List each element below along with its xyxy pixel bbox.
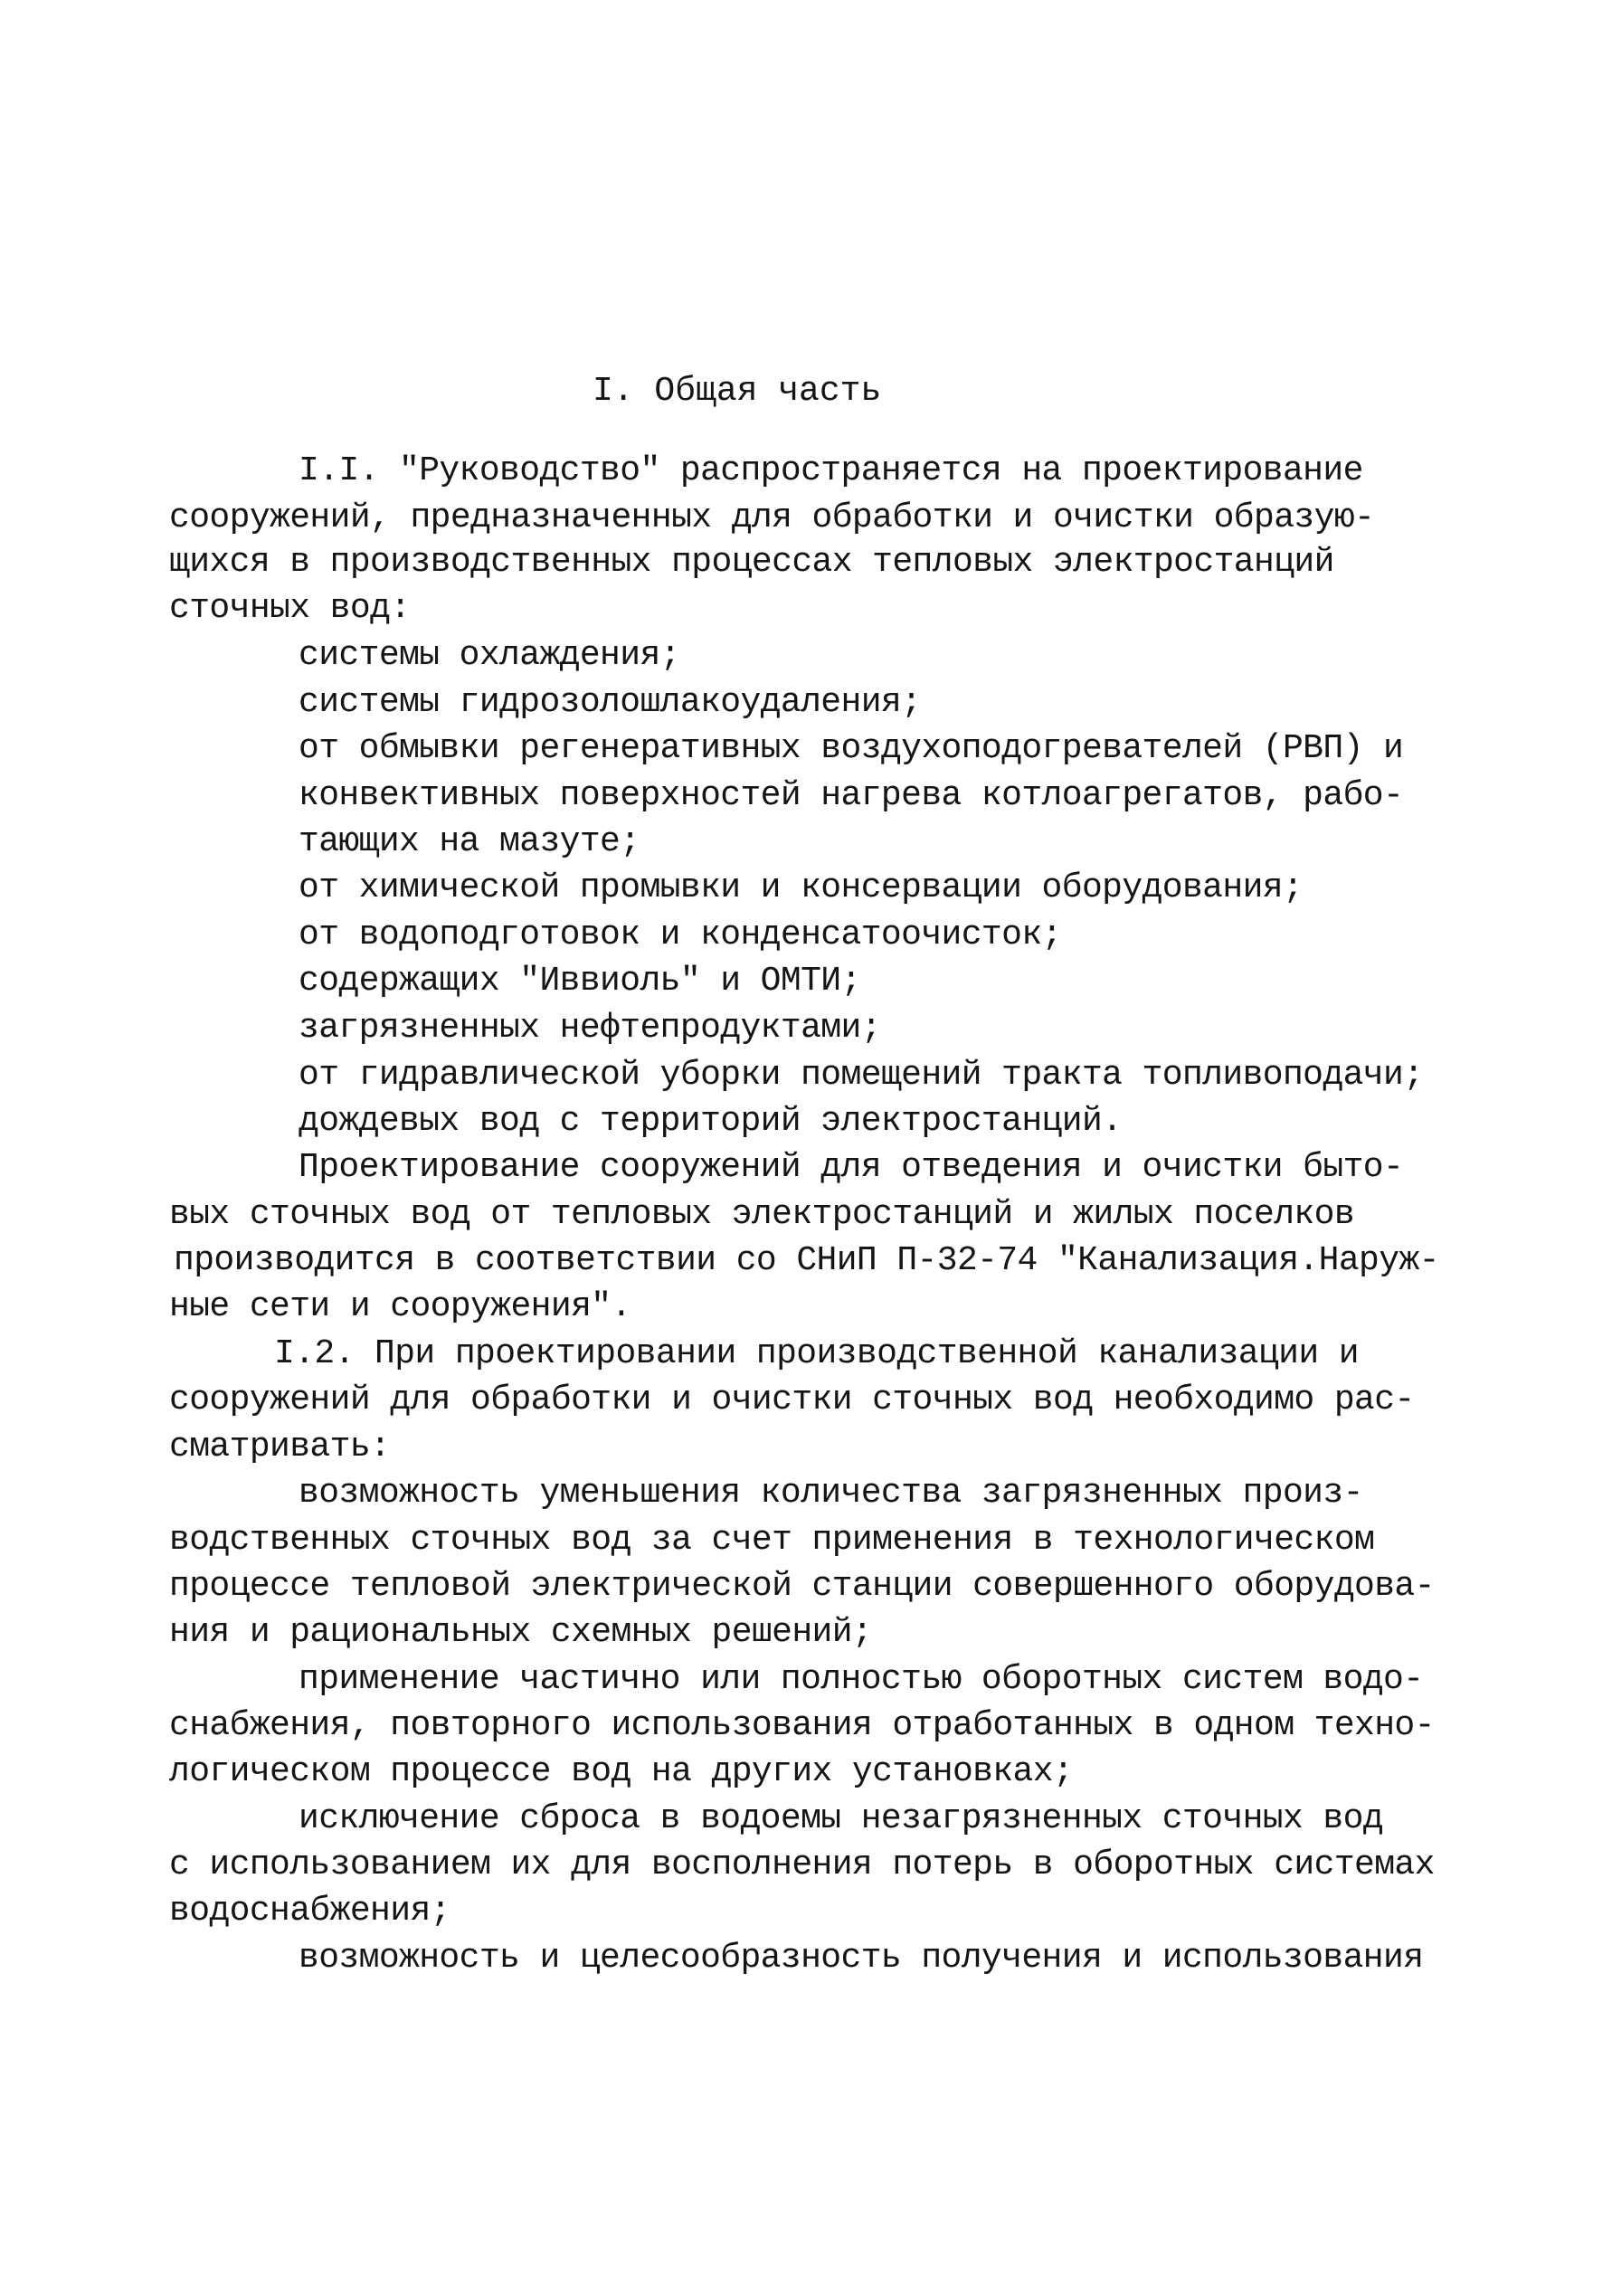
text-line: ные сети и сооружения". — [169, 1287, 631, 1326]
text-line: применение частично или полностью оборотных систем водо- — [299, 1660, 1424, 1699]
text-line: I.I. "Руководство" распространяется на проектирование — [299, 451, 1363, 490]
text-line: снабжения, повторного использования отработанных в одном техно- — [169, 1706, 1435, 1745]
text-line: с использованием их для восполнения потерь в оборотных системах — [169, 1845, 1435, 1884]
text-line: водственных сточных вод за счет применения в технологическом — [169, 1521, 1375, 1560]
text-line: возможность и целесообразность получения и использования — [299, 1939, 1424, 1978]
text-line: сооружений для обработки и очистки сточных вод необходимо рас- — [169, 1380, 1415, 1419]
list-item: загрязненных нефтепродуктами; — [299, 1009, 881, 1048]
text-line: сооружений, предназначенных для обработки и очистки образую- — [169, 498, 1375, 537]
list-item: системы гидрозолошлакоудаления; — [299, 683, 922, 722]
text-line: I.2. При проектировании производственной канализации и — [274, 1334, 1360, 1373]
list-item: содержащих "Иввиоль" и ОМТИ; — [299, 962, 861, 1001]
list-item: от водоподготовок и конденсатоочисток; — [299, 916, 1062, 954]
list-item: от гидравлической уборки помещений тракта топливоподачи; — [299, 1056, 1424, 1095]
text-line: щихся в производственных процессах тепловых электростанций — [169, 543, 1334, 582]
text-line: сточных вод: — [169, 589, 411, 628]
text-line: Проектирование сооружений для отведения и очистки быто- — [299, 1148, 1404, 1187]
list-item: тающих на мазуте; — [299, 822, 640, 861]
text-line: производится в соответствии со СНиП П-32-74 "Канализация.Наруж- — [174, 1241, 1439, 1280]
text-line: ния и рациональных схемных решений; — [169, 1613, 873, 1652]
text-line: сматривать: — [169, 1428, 391, 1466]
list-item: от химической промывки и консервации оборудования; — [299, 868, 1304, 907]
text-line: процессе тепловой электрической станции совершенного оборудова- — [169, 1567, 1435, 1606]
list-item: системы охлаждения; — [299, 636, 680, 675]
text-line: вых сточных вод от тепловых электростанций и жилых поселков — [169, 1195, 1355, 1234]
list-item: дождевых вод с территорий электростанций. — [299, 1102, 1123, 1141]
text-line: водоснабжения; — [169, 1892, 450, 1931]
list-item: от обмывки регенеративных воздухоподогревателей (РВП) и — [299, 729, 1404, 768]
list-item: конвективных поверхностей нагрева котлоагрегатов, рабо- — [299, 776, 1404, 815]
text-line: возможность уменьшения количества загрязненных произ- — [299, 1474, 1363, 1513]
text-line: логическом процессе вод на других установках; — [169, 1752, 1074, 1791]
text-line: исключение сброса в водоемы незагрязненных сточных вод — [299, 1799, 1384, 1838]
section-title: I. Общая часть — [593, 372, 882, 411]
